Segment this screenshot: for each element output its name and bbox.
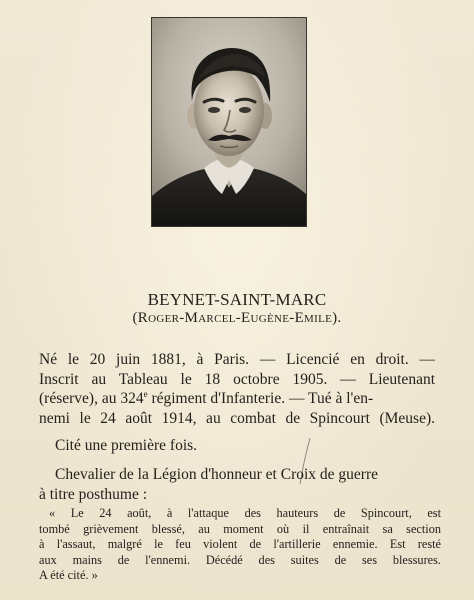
quote-line: à l'assaut, malgré le feu violent de l'artillerie ennemie. Est resté	[39, 537, 441, 551]
quote-line: « Le 24 août, à l'attaque des hauteurs de Spincourt, est	[49, 506, 441, 520]
citation-line: Cité une première fois.	[55, 437, 198, 454]
biography-text: (réserve), au 324	[39, 390, 144, 407]
biography-line: nemi le 24 août 1914, au combat de Spincourt (Meuse).	[39, 409, 435, 427]
person-name: BEYNET-SAINT-MARC	[147, 290, 327, 309]
award-line: à titre posthume :	[39, 485, 148, 503]
biography-line	[39, 389, 435, 409]
ordinal-superscript: e	[143, 389, 148, 399]
biography-line: Né le 20 juin 1881, à Paris. — Licencié en droit. —	[39, 351, 435, 368]
award-line: Chevalier de la Légion d'honneur et Croix de guerre	[55, 466, 379, 483]
quote-line: A été cité. »	[39, 568, 98, 582]
citation-quote	[39, 506, 441, 584]
award-paragraph	[39, 465, 435, 504]
quote-line: tombé grièvement blessé, au moment où il entraînait sa section	[39, 521, 441, 536]
person-full-name: (Roger-Marcel-Eugène-Emile).	[132, 310, 342, 326]
biography-text: régiment d'Infanterie. — Tué à l'en-	[147, 390, 374, 407]
quote-line: aux mains de l'ennemi. Décédé des suites de ses blessures.	[39, 552, 441, 567]
portrait-photo	[152, 18, 306, 226]
biography-line: Inscrit au Tableau le 18 octobre 1905. — Lieutenant	[39, 370, 435, 388]
biography-paragraph	[39, 350, 435, 428]
